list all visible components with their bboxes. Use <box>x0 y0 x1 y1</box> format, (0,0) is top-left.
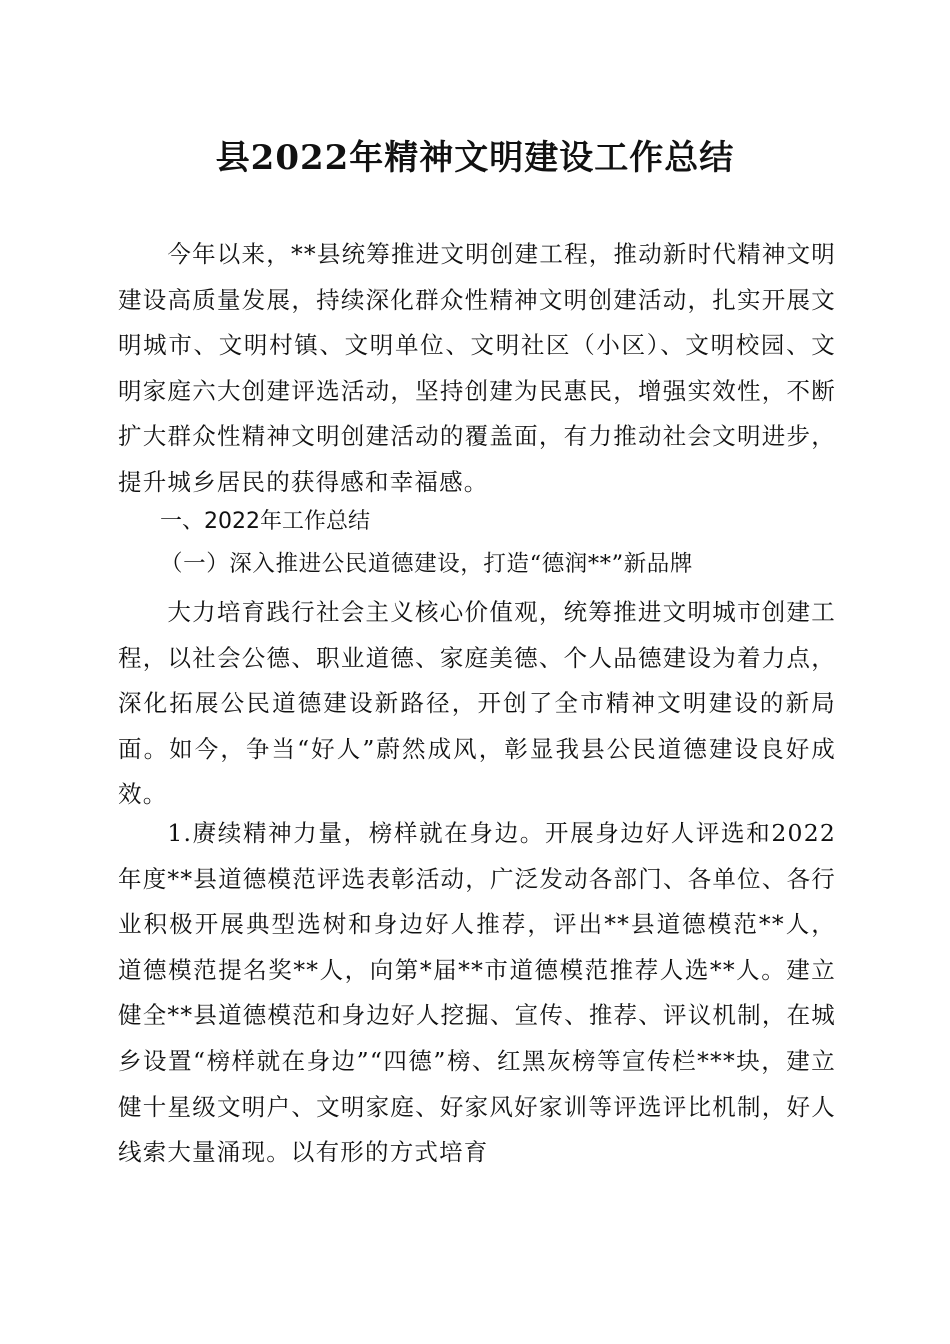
body-paragraph-3: 1.赓续精神力量，榜样就在身边。开展身边好人评选和2022年度**县道德模范评选表彰活动，广泛发动各部门、各单位、各行业积极开展典型选树和身边好人推荐，评出**县道德模范**人，道德模范提名奖**人，向第*届**市道德模范推荐人选**人。建立健全**县道德模范和身边好人挖掘、宣传、推荐、评议机制，在城乡设置“榜样就在身边”“四德”榜、红黑灰榜等宣传栏***块，建立健十星级文明户、文明家庭、好家风好家训等评选评比机制，好人线索大量涌现。以有形的方式培育 <box>118 819 836 1167</box>
subsection-heading: （一）深入推进公民道德建设，打造“德润**”新品牌 <box>160 551 694 577</box>
intro-paragraph: 今年以来，**县统筹推进文明创建工程，推动新时代精神文明建设高质量发展，持续深化群众性精神文明创建活动，扎实开展文明城市、文明村镇、文明单位、文明社区（小区）、文明校园、文明家庭六大创建评选活动，坚持创建为民惠民，增强实效性，不断扩大群众性精神文明创建活动的覆盖面，有力推动社会文明进步，提升城乡居民的获得感和幸福感。 <box>118 240 836 496</box>
body-paragraph-2: 大力培育践行社会主义核心价值观，统筹推进文明城市创建工程，以社会公德、职业道德、家庭美德、个人品德建设为着力点，深化拓展公民道德建设新路径，开创了全市精神文明建设的新局面。如今，争当“好人”蔚然成风，彰显我县公民道德建设良好成效。 <box>118 598 836 809</box>
document-title: 县2022年精神文明建设工作总结 <box>215 138 735 178</box>
section-heading: 一、2022年工作总结 <box>160 509 370 534</box>
